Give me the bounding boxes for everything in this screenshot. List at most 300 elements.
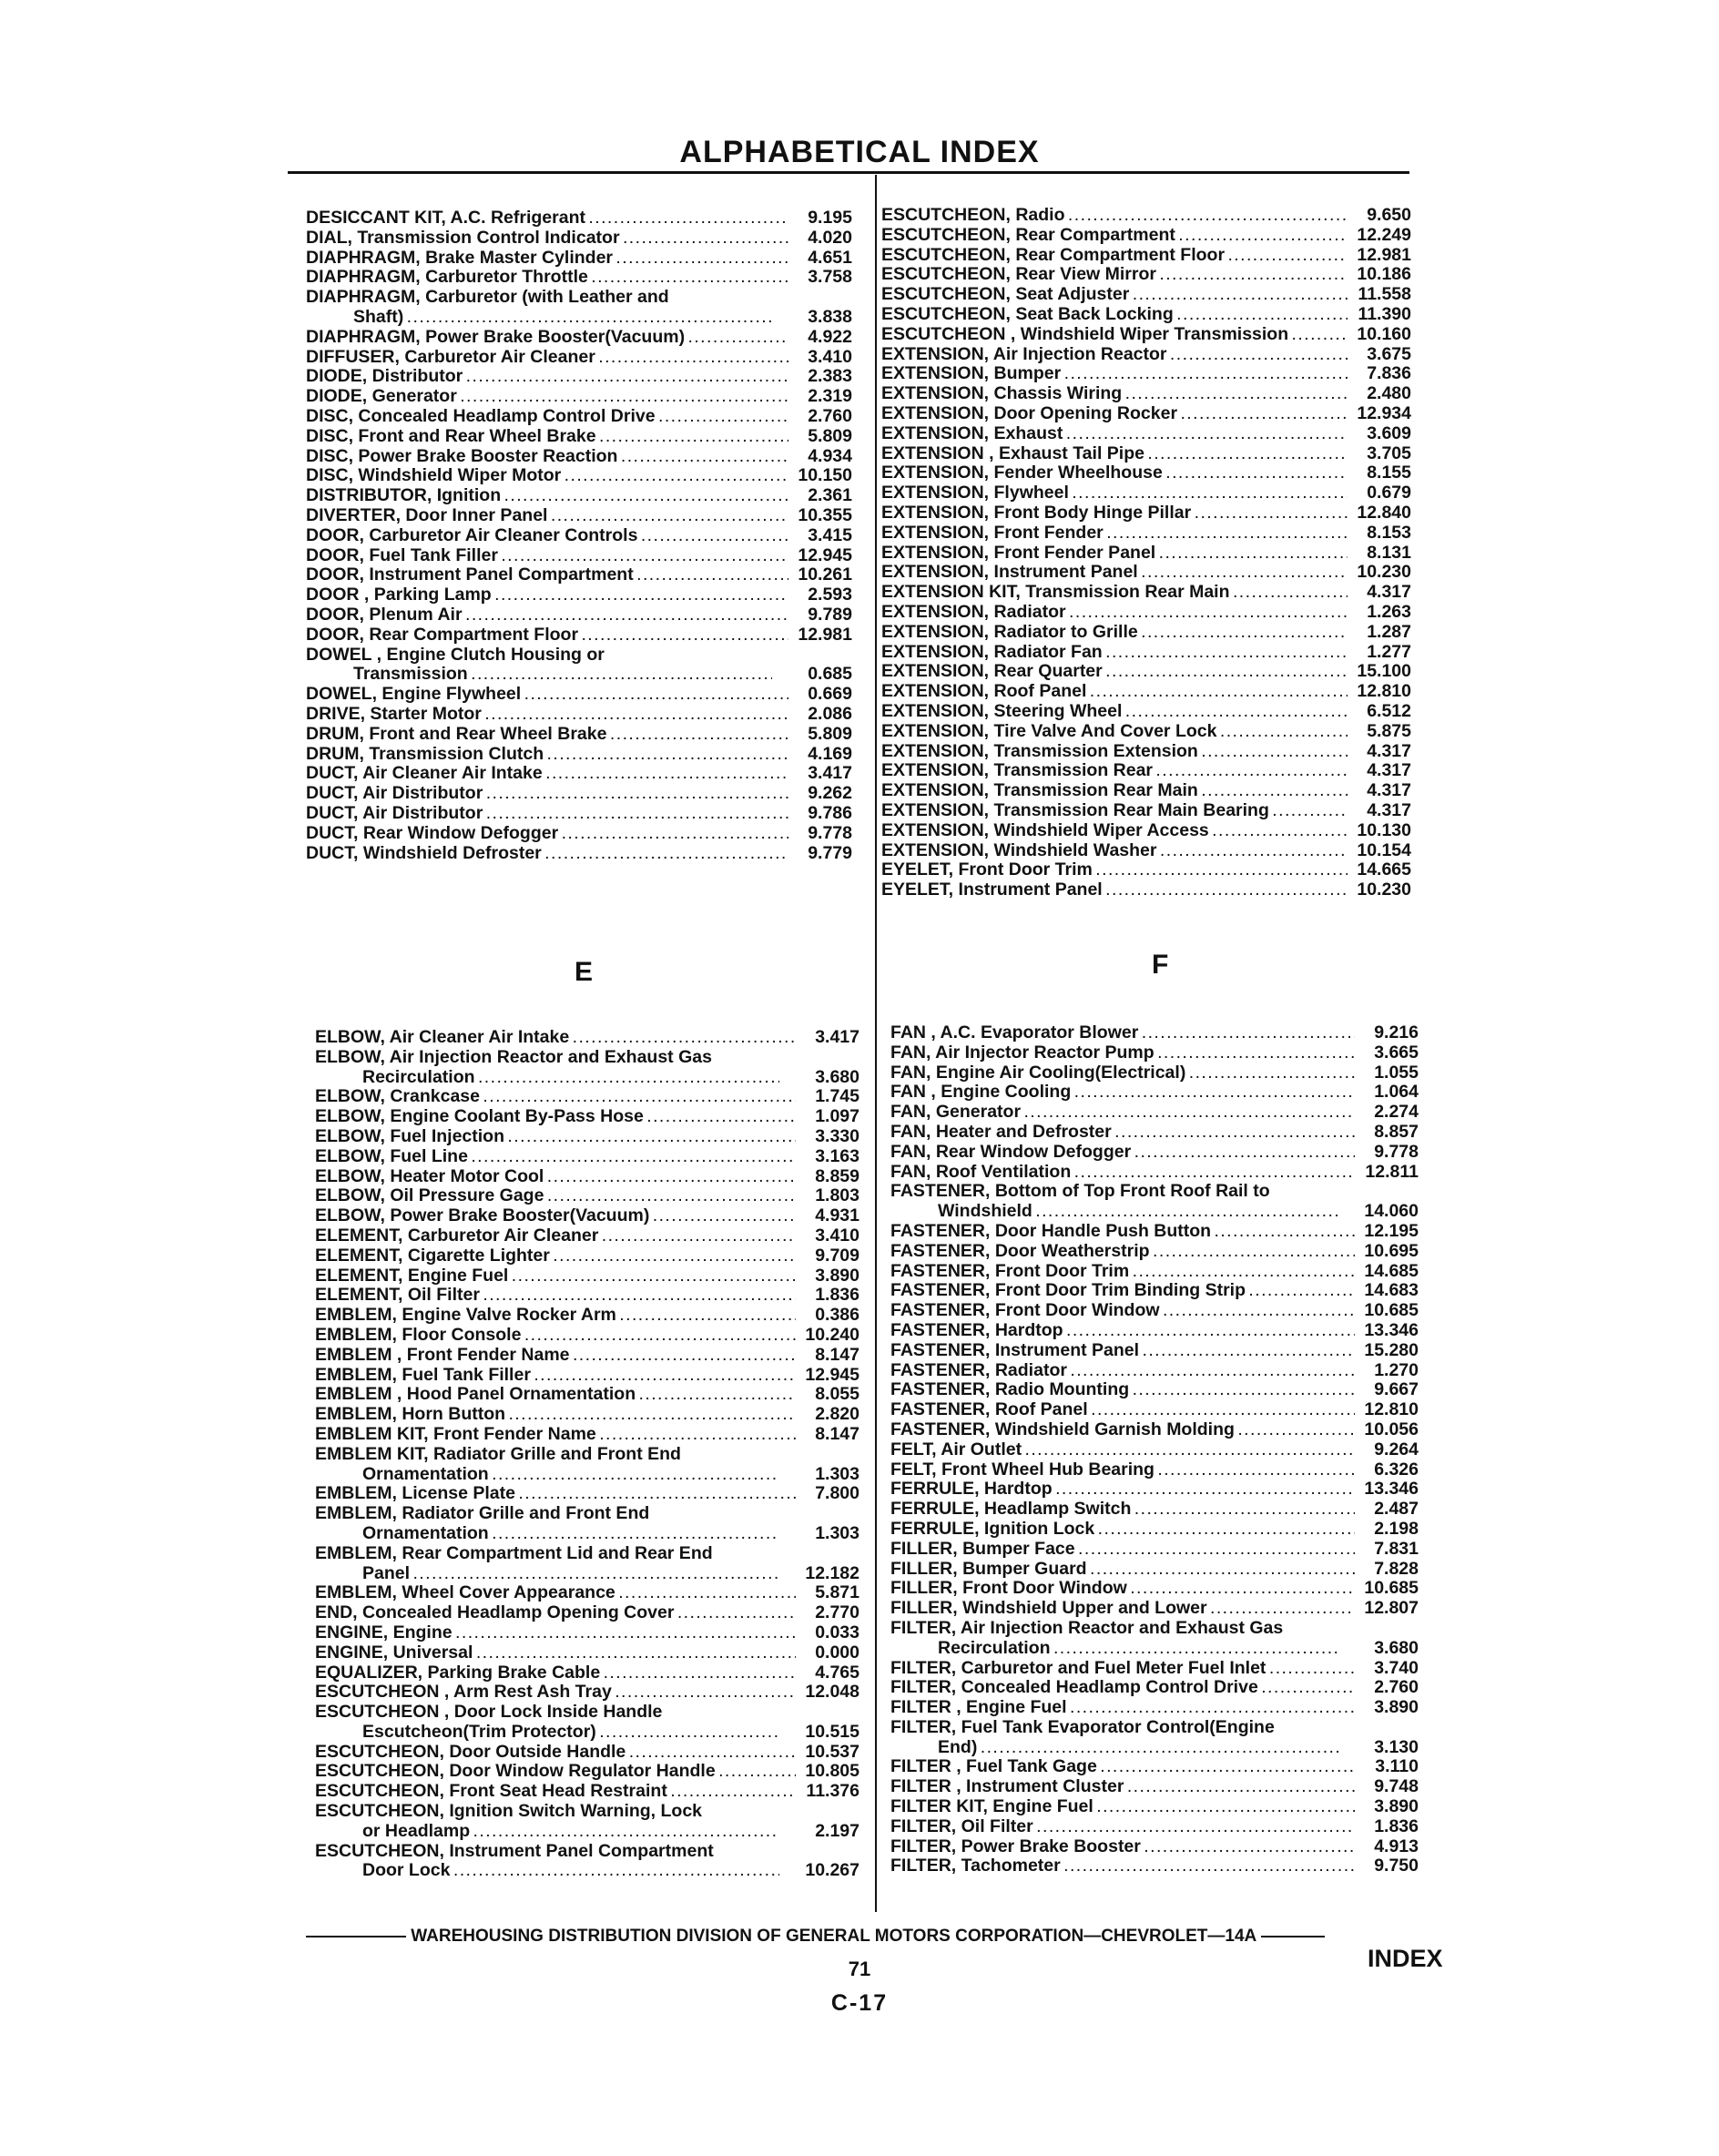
entry-page-ref: 0.386 xyxy=(815,1305,860,1326)
entry-page-ref: 0.685 xyxy=(808,664,852,685)
entry-label: ELBOW, Crankcase . . . xyxy=(315,1087,796,1107)
index-entry xyxy=(315,1326,860,1346)
entry-page-ref: 4.922 xyxy=(808,326,852,347)
entry-page-ref: 3.890 xyxy=(1374,1796,1419,1817)
entry-label: ESCUTCHEON, Seat Back Locking . . . xyxy=(881,305,1348,325)
index-entry xyxy=(315,1623,860,1643)
entry-page-ref: 3.705 xyxy=(1367,442,1411,463)
entry-page-ref: 8.055 xyxy=(815,1384,860,1405)
index-entry xyxy=(315,1186,860,1206)
index-entry xyxy=(881,603,1411,623)
entry-page-ref: 3.415 xyxy=(808,524,852,545)
entry-page-ref: 7.828 xyxy=(1374,1558,1419,1579)
index-entry xyxy=(881,742,1411,762)
entry-label: ELBOW, Air Cleaner Air Intake . . . xyxy=(315,1028,796,1048)
entry-page-ref: 1.745 xyxy=(815,1086,860,1107)
entry-page-ref: 7.836 xyxy=(1367,363,1411,384)
entry-page-ref: 1.836 xyxy=(815,1285,860,1306)
entry-label: DISC, Windshield Wiper Motor . . . xyxy=(306,466,788,486)
index-entry xyxy=(315,1246,860,1266)
entry-label: DIODE, Generator . . . xyxy=(306,387,788,407)
index-entry xyxy=(890,1837,1419,1857)
entry-page-ref: 1.836 xyxy=(1374,1815,1419,1836)
entry-label: FASTENER, Roof Panel . . . xyxy=(890,1400,1355,1420)
index-entry xyxy=(890,1856,1419,1876)
entry-page-ref: 12.810 xyxy=(1357,681,1411,702)
entry-page-ref: 3.675 xyxy=(1367,343,1411,364)
entry-label: FASTENER, Front Door Window . . . xyxy=(890,1301,1355,1321)
entry-page-ref: 4.169 xyxy=(808,743,852,764)
entry-label: EMBLEM KIT, Front Fender Name . . . xyxy=(315,1425,796,1445)
entry-label: EXTENSION, Transmission Rear . . . xyxy=(881,761,1348,781)
entry-page-ref: 0.033 xyxy=(815,1622,860,1642)
index-entry xyxy=(881,206,1411,226)
index-entry xyxy=(306,486,852,506)
entry-page-ref: 12.807 xyxy=(1364,1598,1419,1619)
entry-label: ELEMENT, Carburetor Air Cleaner . . . xyxy=(315,1226,796,1246)
entry-page-ref: 3.110 xyxy=(1375,1756,1419,1777)
index-entry xyxy=(890,1281,1419,1301)
index-entry xyxy=(315,1842,860,1882)
index-entry xyxy=(306,685,852,705)
index-entry xyxy=(890,1797,1419,1817)
entry-page-ref: 1.287 xyxy=(1367,621,1411,642)
index-entry xyxy=(890,1361,1419,1381)
entry-page-ref: 4.913 xyxy=(1374,1836,1419,1856)
entry-label: DUCT, Air Distributor . . . xyxy=(306,784,788,804)
entry-page-ref: 1.055 xyxy=(1374,1062,1419,1083)
index-entry xyxy=(315,1405,860,1425)
entry-label: FASTENER, Door Handle Push Button . . . xyxy=(890,1222,1355,1242)
entry-label-line1: EMBLEM, Rear Compartment Lid and Rear End xyxy=(315,1543,713,1563)
index-entry xyxy=(890,1242,1419,1262)
entry-label: EXTENSION, Radiator to Grille . . . xyxy=(881,623,1348,643)
entry-label xyxy=(315,1048,796,1088)
index-entry xyxy=(890,1341,1419,1361)
entry-page-ref: 1.270 xyxy=(1374,1359,1419,1380)
entry-page-ref: 3.330 xyxy=(815,1125,860,1146)
entry-page-ref: 12.981 xyxy=(1357,244,1411,265)
index-entry xyxy=(306,348,852,368)
entry-page-ref: 3.890 xyxy=(815,1265,860,1286)
index-entry xyxy=(881,265,1411,285)
index-entry xyxy=(315,1743,860,1763)
entry-page-ref: 12.945 xyxy=(805,1364,860,1385)
index-entry xyxy=(306,844,852,864)
entry-label xyxy=(890,1718,1355,1758)
entry-label: DISC, Concealed Headlamp Control Drive . . . xyxy=(306,407,788,427)
entry-label: ENGINE, Engine . . . xyxy=(315,1623,796,1643)
index-entry xyxy=(315,1643,860,1663)
entry-label: FASTENER, Radiator . . . xyxy=(890,1361,1355,1381)
entry-label: FAN, Generator . . . xyxy=(890,1103,1355,1123)
entry-page-ref: 9.750 xyxy=(1374,1856,1419,1876)
entry-label-line2: End) . . . xyxy=(890,1738,1338,1758)
entry-page-ref: 12.810 xyxy=(1364,1399,1419,1420)
entry-label: ELBOW, Engine Coolant By-Pass Hose . . . xyxy=(315,1107,796,1127)
entry-label: DIAL, Transmission Control Indicator . . . xyxy=(306,229,788,249)
index-entry xyxy=(306,387,852,407)
entry-label: FAN, Rear Window Defogger . . . xyxy=(890,1143,1355,1163)
index-entry xyxy=(315,1366,860,1386)
index-label: INDEX xyxy=(1368,1945,1443,1972)
entry-label-line2: Recirculation . . . xyxy=(890,1639,1338,1659)
index-entry xyxy=(881,880,1411,900)
index-entry xyxy=(306,526,852,546)
entry-page-ref: 15.100 xyxy=(1357,661,1411,682)
entry-label-line2: Escutcheon(Trim Protector) . . . xyxy=(315,1723,779,1743)
entry-page-ref: 14.683 xyxy=(1364,1280,1419,1301)
index-entry xyxy=(306,745,852,765)
index-entry xyxy=(881,860,1411,880)
entry-label: ESCUTCHEON, Front Seat Head Restraint . . . xyxy=(315,1782,796,1802)
index-entry xyxy=(315,1484,860,1504)
index-entry xyxy=(306,407,852,427)
entry-label xyxy=(315,1703,796,1743)
index-entry xyxy=(306,605,852,625)
index-entry xyxy=(306,546,852,566)
index-entry xyxy=(306,249,852,269)
index-entry xyxy=(306,725,852,745)
index-entry xyxy=(306,229,852,249)
entry-label-line2: Ornamentation . . . xyxy=(315,1524,779,1544)
entry-label: ESCUTCHEON, Door Outside Handle . . . xyxy=(315,1743,796,1763)
entry-label: EXTENSION, Flywheel . . . xyxy=(881,483,1348,503)
entry-page-ref: 10.261 xyxy=(798,564,852,585)
entry-page-ref: 6.512 xyxy=(1367,700,1411,721)
entry-page-ref: 10.154 xyxy=(1357,839,1411,860)
entry-label: EQUALIZER, Parking Brake Cable . . . xyxy=(315,1663,796,1683)
index-entry xyxy=(315,1266,860,1286)
entry-page-ref: 5.809 xyxy=(808,425,852,446)
index-entry xyxy=(306,288,852,328)
entry-label: EMBLEM, License Plate . . . xyxy=(315,1484,796,1504)
entry-page-ref: 2.197 xyxy=(815,1820,860,1841)
index-entry xyxy=(890,1440,1419,1460)
entry-label: FAN , A.C. Evaporator Blower . . . xyxy=(890,1023,1355,1043)
index-entry xyxy=(315,1504,860,1544)
footer-text: WAREHOUSING DISTRIBUTION DIVISION OF GENERAL MOTORS CORPORATION—CHEVROLET—14A xyxy=(411,1927,1256,1946)
index-entry xyxy=(890,1023,1419,1043)
index-entry xyxy=(881,662,1411,682)
index-entry xyxy=(890,1321,1419,1341)
index-entry xyxy=(315,1286,860,1306)
entry-label-line2: Panel . . . xyxy=(315,1564,779,1584)
entry-page-ref: 2.820 xyxy=(815,1404,860,1425)
entry-page-ref: 10.537 xyxy=(805,1741,860,1762)
index-entry xyxy=(890,1103,1419,1123)
entry-label: EXTENSION, Radiator . . . xyxy=(881,603,1348,623)
entry-page-ref: 0.669 xyxy=(808,684,852,705)
entry-label: FILTER , Engine Fuel . . . xyxy=(890,1698,1355,1718)
entry-label: FILTER , Instrument Cluster . . . xyxy=(890,1777,1355,1797)
entry-page-ref: 8.155 xyxy=(1367,463,1411,483)
entry-page-ref: 2.198 xyxy=(1374,1518,1419,1539)
entry-label: ELBOW, Oil Pressure Gage . . . xyxy=(315,1186,796,1206)
entry-page-ref: 4.651 xyxy=(808,247,852,268)
entry-label: FASTENER, Windshield Garnish Molding . . . xyxy=(890,1420,1355,1440)
page-title: ALPHABETICAL INDEX xyxy=(679,135,1040,169)
entry-label: DIODE, Distributor . . . xyxy=(306,367,788,387)
entry-page-ref: 12.048 xyxy=(805,1682,860,1703)
index-entry xyxy=(890,1301,1419,1321)
entry-label: DUCT, Air Cleaner Air Intake . . . xyxy=(306,764,788,784)
index-entry xyxy=(306,625,852,646)
entry-page-ref: 12.945 xyxy=(798,544,852,565)
entry-label: EXTENSION, Front Fender . . . xyxy=(881,524,1348,544)
entry-page-ref: 0.000 xyxy=(815,1642,860,1663)
entry-page-ref: 10.186 xyxy=(1357,264,1411,285)
entry-page-ref: 10.240 xyxy=(805,1324,860,1345)
entry-page-ref: 10.230 xyxy=(1357,880,1411,900)
entry-label: EXTENSION, Chassis Wiring . . . xyxy=(881,384,1348,404)
entry-label: ESCUTCHEON, Rear Compartment Floor . . . xyxy=(881,246,1348,266)
entry-label xyxy=(315,1445,796,1485)
entry-label-line2: Ornamentation . . . xyxy=(315,1465,779,1485)
index-entry xyxy=(315,1782,860,1802)
entry-label: FAN , Engine Cooling . . . xyxy=(890,1083,1355,1103)
entry-label: DUCT, Air Distributor . . . xyxy=(306,804,788,824)
entry-page-ref: 3.417 xyxy=(808,763,852,784)
entry-label: FILTER KIT, Engine Fuel . . . xyxy=(890,1797,1355,1817)
index-entry xyxy=(881,682,1411,702)
index-entry xyxy=(881,821,1411,841)
entry-page-ref: 10.056 xyxy=(1364,1419,1419,1439)
entry-label: DOOR, Rear Compartment Floor . . . xyxy=(306,625,788,646)
entry-label: DRUM, Transmission Clutch . . . xyxy=(306,745,788,765)
entry-label: ELBOW, Fuel Line . . . xyxy=(315,1147,796,1167)
entry-label: END, Concealed Headlamp Opening Cover . . . xyxy=(315,1603,796,1623)
entry-label xyxy=(315,1802,796,1842)
entry-page-ref: 5.875 xyxy=(1367,720,1411,741)
entry-page-ref: 9.216 xyxy=(1374,1022,1419,1042)
entry-label: ELBOW, Fuel Injection . . . xyxy=(315,1127,796,1147)
entry-label: DOOR, Instrument Panel Compartment . . . xyxy=(306,565,788,585)
entry-label: DIAPHRAGM, Carburetor Throttle . . . xyxy=(306,268,788,288)
entry-page-ref: 13.346 xyxy=(1364,1319,1419,1340)
entry-label: EXTENSION, Front Body Hinge Pillar . . . xyxy=(881,503,1348,524)
entry-label: EXTENSION KIT, Transmission Rear Main . . . xyxy=(881,583,1348,603)
entry-label: DUCT, Rear Window Defogger . . . xyxy=(306,824,788,844)
entry-label: EXTENSION, Air Injection Reactor . . . xyxy=(881,345,1348,365)
entry-label: DOOR, Plenum Air . . . xyxy=(306,605,788,625)
entry-label: EXTENSION, Windshield Wiper Access . . . xyxy=(881,821,1348,841)
entry-page-ref: 2.383 xyxy=(808,366,852,387)
entry-label-line2: Door Lock . . . xyxy=(315,1861,779,1881)
index-entry xyxy=(890,1163,1419,1183)
index-entry xyxy=(890,1678,1419,1698)
index-entry xyxy=(890,1718,1419,1758)
index-entry xyxy=(306,328,852,348)
index-entry xyxy=(890,1520,1419,1540)
entry-page-ref: 4.317 xyxy=(1367,799,1411,820)
entry-label: ESCUTCHEON, Radio . . . xyxy=(881,206,1348,226)
index-entry xyxy=(306,804,852,824)
entry-label: EMBLEM , Hood Panel Ornamentation . . . xyxy=(315,1385,796,1405)
entry-page-ref: 10.355 xyxy=(798,504,852,525)
entry-page-ref: 3.758 xyxy=(808,267,852,288)
entry-label-line1: FILTER, Air Injection Reactor and Exhaust Gas xyxy=(890,1618,1284,1638)
entry-label: FASTENER, Front Door Trim . . . xyxy=(890,1262,1355,1282)
index-entry xyxy=(315,1603,860,1623)
index-entry xyxy=(881,781,1411,801)
entry-label: EXTENSION, Door Opening Rocker . . . xyxy=(881,404,1348,424)
entry-label: ELEMENT, Oil Filter . . . xyxy=(315,1286,796,1306)
entry-label: ENGINE, Universal . . . xyxy=(315,1643,796,1663)
entry-label-line1: DOWEL , Engine Clutch Housing or xyxy=(306,645,605,665)
entry-page-ref: 11.390 xyxy=(1358,303,1411,324)
entry-label: FASTENER, Front Door Trim Binding Strip . . . xyxy=(890,1281,1355,1301)
index-entry xyxy=(881,524,1411,544)
index-entry xyxy=(890,1182,1419,1222)
index-entry xyxy=(881,643,1411,663)
entry-label: EXTENSION, Rear Quarter . . . xyxy=(881,662,1348,682)
footer-rule-right xyxy=(1261,1936,1325,1937)
index-entry xyxy=(315,1028,860,1048)
entry-page-ref: 12.182 xyxy=(805,1562,860,1583)
entry-page-ref: 2.480 xyxy=(1367,383,1411,404)
entry-page-ref: 8.857 xyxy=(1374,1121,1419,1142)
entry-label: DIAPHRAGM, Brake Master Cylinder . . . xyxy=(306,249,788,269)
index-column-e-cont xyxy=(881,206,1411,900)
entry-label: EXTENSION, Exhaust . . . xyxy=(881,424,1348,444)
index-entry xyxy=(881,761,1411,781)
entry-label: EMBLEM, Fuel Tank Filler . . . xyxy=(315,1366,796,1386)
entry-page-ref: 9.195 xyxy=(808,208,852,228)
index-entry xyxy=(881,841,1411,861)
entry-label: ELEMENT, Engine Fuel . . . xyxy=(315,1266,796,1286)
entry-page-ref: 7.800 xyxy=(815,1483,860,1504)
index-entry xyxy=(315,1147,860,1167)
entry-page-ref: 10.160 xyxy=(1357,323,1411,344)
entry-label: FILTER, Tachometer . . . xyxy=(890,1856,1355,1876)
entry-page-ref: 8.147 xyxy=(815,1423,860,1444)
entry-label-line2: Recirculation . . . xyxy=(315,1068,779,1088)
index-entry xyxy=(881,702,1411,722)
entry-page-ref: 10.685 xyxy=(1364,1578,1419,1599)
entry-label: DRUM, Front and Rear Wheel Brake . . . xyxy=(306,725,788,745)
entry-page-ref: 14.060 xyxy=(1364,1201,1419,1222)
section-letter-e: E xyxy=(575,957,594,987)
index-entry xyxy=(315,1445,860,1485)
section-page-number: C-17 xyxy=(830,1990,889,2016)
entry-label: FASTENER, Instrument Panel . . . xyxy=(890,1341,1355,1361)
entry-label: FASTENER, Radio Mounting . . . xyxy=(890,1380,1355,1400)
entry-label-line1: ESCUTCHEON , Door Lock Inside Handle xyxy=(315,1703,663,1723)
index-entry xyxy=(890,1400,1419,1420)
entry-label: EXTENSION, Steering Wheel . . . xyxy=(881,702,1348,722)
index-entry xyxy=(315,1544,860,1584)
footer xyxy=(306,1927,1417,1947)
entry-label-line1: FASTENER, Bottom of Top Front Roof Rail to xyxy=(890,1182,1270,1202)
index-entry xyxy=(306,268,852,288)
entry-label: DISC, Power Brake Booster Reaction . . . xyxy=(306,447,788,467)
entry-page-ref: 8.859 xyxy=(815,1165,860,1186)
entry-page-ref: 9.264 xyxy=(1374,1439,1419,1459)
index-entry xyxy=(315,1802,860,1842)
entry-label-line1: ESCUTCHEON, Ignition Switch Warning, Lock xyxy=(315,1802,703,1822)
entry-label: EXTENSION, Instrument Panel . . . xyxy=(881,563,1348,583)
index-entry xyxy=(890,1757,1419,1777)
entry-page-ref: 4.765 xyxy=(815,1662,860,1683)
index-entry xyxy=(881,801,1411,821)
entry-label: DOOR , Parking Lamp . . . xyxy=(306,585,788,605)
entry-page-ref: 4.317 xyxy=(1367,760,1411,781)
entry-page-ref: 3.417 xyxy=(815,1027,860,1047)
index-entry xyxy=(890,1143,1419,1163)
entry-label: DRIVE, Starter Motor . . . xyxy=(306,705,788,725)
index-entry xyxy=(306,367,852,387)
index-entry xyxy=(881,463,1411,483)
index-entry xyxy=(315,1683,860,1703)
entry-label: DESICCANT KIT, A.C. Refrigerant . . . xyxy=(306,208,788,229)
entry-page-ref: 10.230 xyxy=(1357,562,1411,583)
entry-page-ref: 9.748 xyxy=(1374,1776,1419,1797)
index-entry xyxy=(306,506,852,526)
entry-label xyxy=(890,1182,1355,1222)
index-entry xyxy=(890,1659,1419,1679)
index-entry xyxy=(890,1698,1419,1718)
index-entry xyxy=(881,384,1411,404)
index-entry xyxy=(881,722,1411,742)
entry-label xyxy=(306,288,788,328)
entry-page-ref: 14.685 xyxy=(1364,1260,1419,1281)
entry-label-line1: EMBLEM, Radiator Grille and Front End xyxy=(315,1504,650,1524)
entry-label: FASTENER, Hardtop . . . xyxy=(890,1321,1355,1341)
entry-page-ref: 1.803 xyxy=(815,1185,860,1206)
entry-label: FAN, Engine Air Cooling(Electrical) . . . xyxy=(890,1063,1355,1083)
index-entry xyxy=(890,1262,1419,1282)
entry-label-line1: DIAPHRAGM, Carburetor (with Leather and xyxy=(306,288,669,308)
index-entry xyxy=(315,1167,860,1187)
entry-page-ref: 1.303 xyxy=(815,1522,860,1543)
entry-page-ref: 9.778 xyxy=(1374,1141,1419,1162)
entry-label-line2: Transmission . . . xyxy=(306,665,772,685)
entry-label-line2: Shaft) . . . xyxy=(306,308,772,328)
entry-page-ref: 10.130 xyxy=(1357,819,1411,840)
footer-rule-left xyxy=(306,1936,406,1937)
entry-page-ref: 7.831 xyxy=(1374,1538,1419,1559)
entry-label: EXTENSION, Bumper . . . xyxy=(881,364,1348,384)
entry-page-ref: 2.770 xyxy=(815,1602,860,1623)
entry-page-ref: 9.709 xyxy=(815,1245,860,1266)
entry-page-ref: 12.249 xyxy=(1357,224,1411,245)
index-entry xyxy=(315,1583,860,1603)
entry-label: FERRULE, Ignition Lock . . . xyxy=(890,1520,1355,1540)
index-entry xyxy=(315,1346,860,1366)
index-entry xyxy=(306,705,852,725)
entry-page-ref: 2.487 xyxy=(1374,1499,1419,1520)
entry-page-ref: 9.262 xyxy=(808,783,852,804)
entry-page-ref: 3.609 xyxy=(1367,422,1411,443)
index-entry xyxy=(890,1777,1419,1797)
entry-page-ref: 2.760 xyxy=(1374,1677,1419,1698)
entry-label: DISTRIBUTOR, Ignition . . . xyxy=(306,486,788,506)
entry-page-ref: 3.890 xyxy=(1374,1697,1419,1718)
entry-label: EXTENSION, Fender Wheelhouse . . . xyxy=(881,463,1348,483)
entry-page-ref: 2.593 xyxy=(808,585,852,605)
entry-label: FELT, Air Outlet . . . xyxy=(890,1440,1355,1460)
index-entry xyxy=(315,1663,860,1683)
entry-page-ref: 9.667 xyxy=(1374,1379,1419,1400)
entry-page-ref: 10.805 xyxy=(805,1761,860,1782)
index-entry xyxy=(315,1703,860,1743)
index-entry xyxy=(890,1480,1419,1500)
index-entry xyxy=(890,1599,1419,1619)
entry-label: EXTENSION, Front Fender Panel . . . xyxy=(881,544,1348,564)
index-entry xyxy=(890,1560,1419,1580)
index-entry xyxy=(306,466,852,486)
